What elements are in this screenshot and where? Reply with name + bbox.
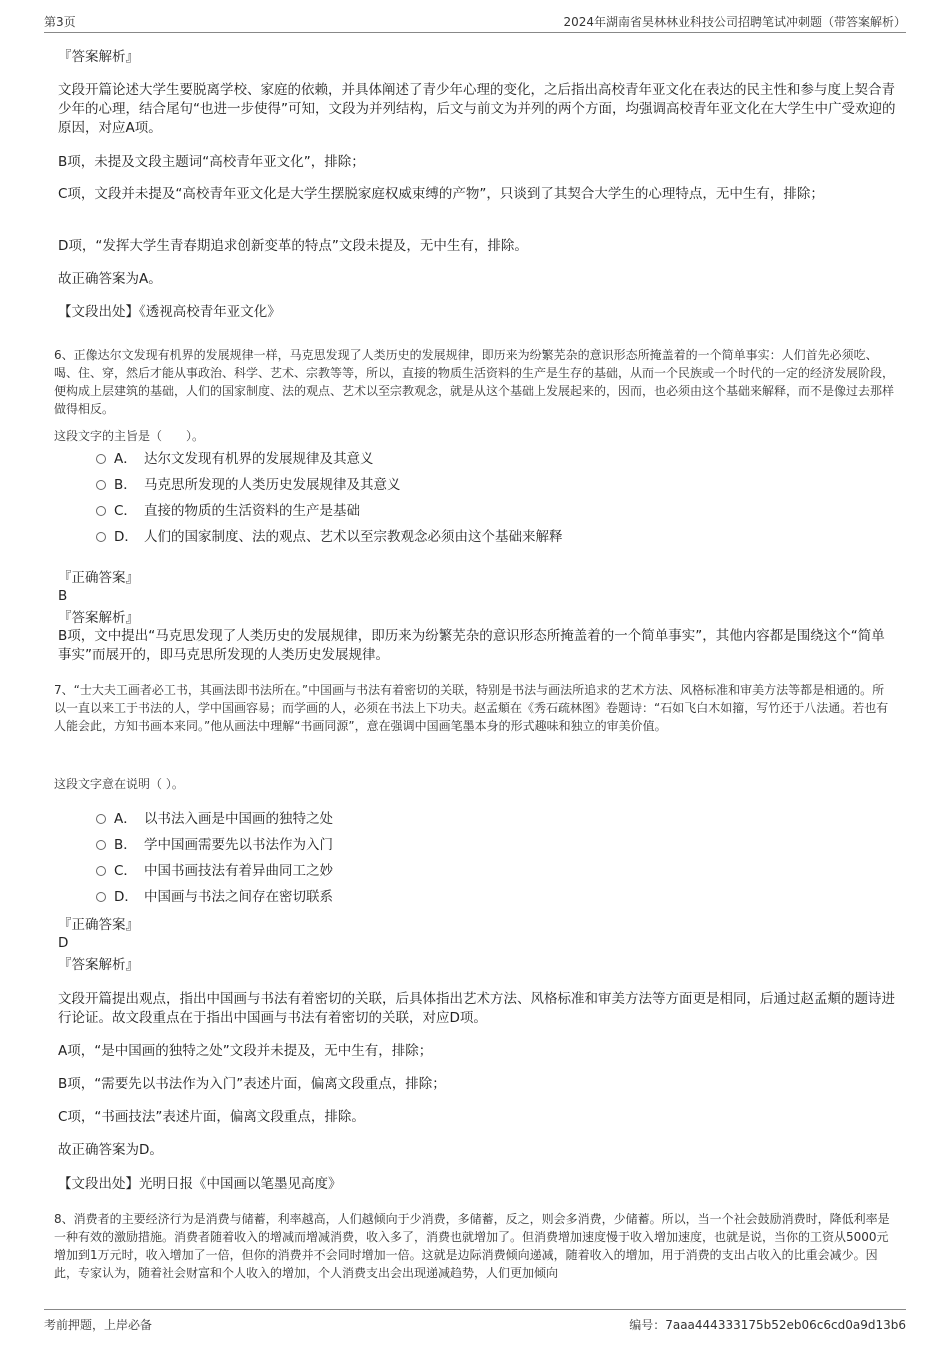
option-c[interactable]: C． 中国书画技法有着异曲同工之妙 (96, 862, 333, 881)
final-answer: 故正确答案为A。 (58, 271, 162, 287)
analysis-title: 『答案解析』 (58, 49, 139, 65)
option-a[interactable]: A． 达尔文发现有机界的发展规律及其意义 (96, 450, 374, 469)
radio-icon[interactable] (96, 506, 106, 516)
final-answer: 故正确答案为D。 (58, 1142, 163, 1158)
radio-icon[interactable] (96, 892, 106, 902)
analysis-paragraph: C项，“书画技法”表述片面，偏离文段重点，排除。 (58, 1109, 365, 1125)
option-b[interactable]: B． 学中国画需要先以书法作为入门 (96, 836, 333, 855)
document-id: 编号：7aaa444333175b52eb06c6cd0a9d13b6 (629, 1318, 906, 1332)
question-prompt: 这段文字意在说明（ ）。 (54, 777, 184, 791)
analysis-paragraph: B项，“需要先以书法作为入门”表述片面，偏离文段重点，排除； (58, 1076, 446, 1092)
radio-icon[interactable] (96, 532, 106, 542)
analysis-paragraph: 文段开篇论述大学生要脱离学校、家庭的依赖，并具体阐述了青少年心理的变化，之后指出高校青年亚文化在表达的民主性和参与度上契合青少年的心理，结合尾句“也进一步使得”可知，文段为并列结构，后文与前文为并列的两个方面，均强调高校青年亚文化在大学生中广受欢迎的原因，对应A项。 (58, 82, 896, 136)
footer-slogan: 考前押题，上岸必备 (44, 1318, 153, 1332)
question-prompt: 这段文字的主旨是（ ）。 (54, 429, 205, 443)
analysis-paragraph: 文段开篇提出观点，指出中国画与书法有着密切的关联，后具体指出艺术方法、风格标准和审美方法等方面更是相同，后通过赵孟頫的题诗进行论证。故文段重点在于指出中国画与书法有着密切的关联，对应D项。 (58, 991, 895, 1026)
correct-answer: B (58, 588, 68, 604)
radio-icon[interactable] (96, 866, 106, 876)
option-c[interactable]: C． 直接的物质的生活资料的生产是基础 (96, 502, 360, 521)
analysis-paragraph: B项，文中提出“马克思发现了人类历史的发展规律，即历来为纷繁芜杂的意识形态所掩盖着的一个简单事实”，其他内容都是围绕这个“简单事实”而展开的，即马克思所发现的人类历史发展规律。 (58, 628, 885, 663)
correct-answer-title: 『正确答案』 (58, 917, 139, 933)
option-d[interactable]: D． 人们的国家制度、法的观点、艺术以至宗教观念必须由这个基础来解释 (96, 528, 563, 547)
source-citation: 【文段出处】光明日报《中国画以笔墨见高度》 (58, 1176, 342, 1192)
analysis-paragraph: C项，文段并未提及“高校青年亚文化是大学生摆脱家庭权威束缚的产物”，只谈到了其契合大学生的心理特点，无中生有，排除； (58, 186, 824, 202)
question-stem: 8、消费者的主要经济行为是消费与储蓄，利率越高，人们越倾向于少消费，多储蓄，反之，则会多消费，少储蓄。所以，当一个社会鼓励消费时，降低利率是一种有效的激励措施。消费者随着收入的增减而增减消费，收入多了，消费也就增加了。但消费增加速度慢于收入增加速度，也就是说，当你的工资从5000元增加到1万元时，收入增加了一倍，但你的消费并不会同时增加一倍。这就是边际消费倾向递减，随着收入的增加，用于消费的支出占收入的比重会减少。因此，专家认为，随着社会财富和个人收入的增加，个人消费支出会出现递减趋势，人们更加倾向 (54, 1212, 890, 1280)
radio-icon[interactable] (96, 454, 106, 464)
page-header (44, 10, 906, 33)
radio-icon[interactable] (96, 840, 106, 850)
page-footer (44, 1309, 906, 1334)
radio-icon[interactable] (96, 814, 106, 824)
analysis-title: 『答案解析』 (58, 957, 139, 973)
correct-answer: D (58, 935, 69, 951)
analysis-paragraph: A项，“是中国画的独特之处”文段并未提及，无中生有，排除； (58, 1043, 433, 1059)
option-b[interactable]: B． 马克思所发现的人类历史发展规律及其意义 (96, 476, 401, 495)
analysis-title: 『答案解析』 (58, 610, 139, 626)
page-number: 第3页 (44, 15, 76, 29)
option-a[interactable]: A． 以书法入画是中国画的独特之处 (96, 810, 333, 829)
analysis-paragraph: B项，未提及文段主题词“高校青年亚文化”，排除； (58, 154, 365, 170)
question-stem: 7、“士大夫工画者必工书，其画法即书法所在。”中国画与书法有着密切的关联，特别是书法与画法所追求的艺术方法、风格标准和审美方法等都是相通的。所以一直以来工于书法的人，学中国画容易；而学画的人，必须在书法上下功夫。赵孟頫在《秀石疏林图》卷题诗：“石如飞白木如籀，写竹还于八法通。若也有人能会此，方知书画本来同。”他从画法中理解“书画同源”，意在强调中国画笔墨本身的形式趣味和独立的审美价值。 (54, 683, 889, 733)
option-d[interactable]: D． 中国画与书法之间存在密切联系 (96, 888, 333, 907)
document-title: 2024年湖南省昊林林业科技公司招聘笔试冲刺题（带答案解析） (563, 15, 906, 29)
correct-answer-title: 『正确答案』 (58, 570, 139, 586)
radio-icon[interactable] (96, 480, 106, 490)
analysis-paragraph: D项，“发挥大学生青春期追求创新变革的特点”文段未提及，无中生有，排除。 (58, 238, 528, 254)
source-citation: 【文段出处】《透视高校青年亚文化》 (58, 304, 281, 320)
question-stem: 6、正像达尔文发现有机界的发展规律一样，马克思发现了人类历史的发展规律，即历来为纷繁芜杂的意识形态所掩盖着的一个简单事实：人们首先必须吃、喝、住、穿，然后才能从事政治、科学、艺术、宗教等等，所以，直接的物质生活资料的生产是生存的基础，从而一个民族或一个时代的一定的经济发展阶段，便构成上层建筑的基础，人们的国家制度、法的观点、艺术以至宗教观念，就是从这个基础上发展起来的，因而，也必须由这个基础来解释，而不是像过去那样做得相反。 (54, 348, 895, 416)
